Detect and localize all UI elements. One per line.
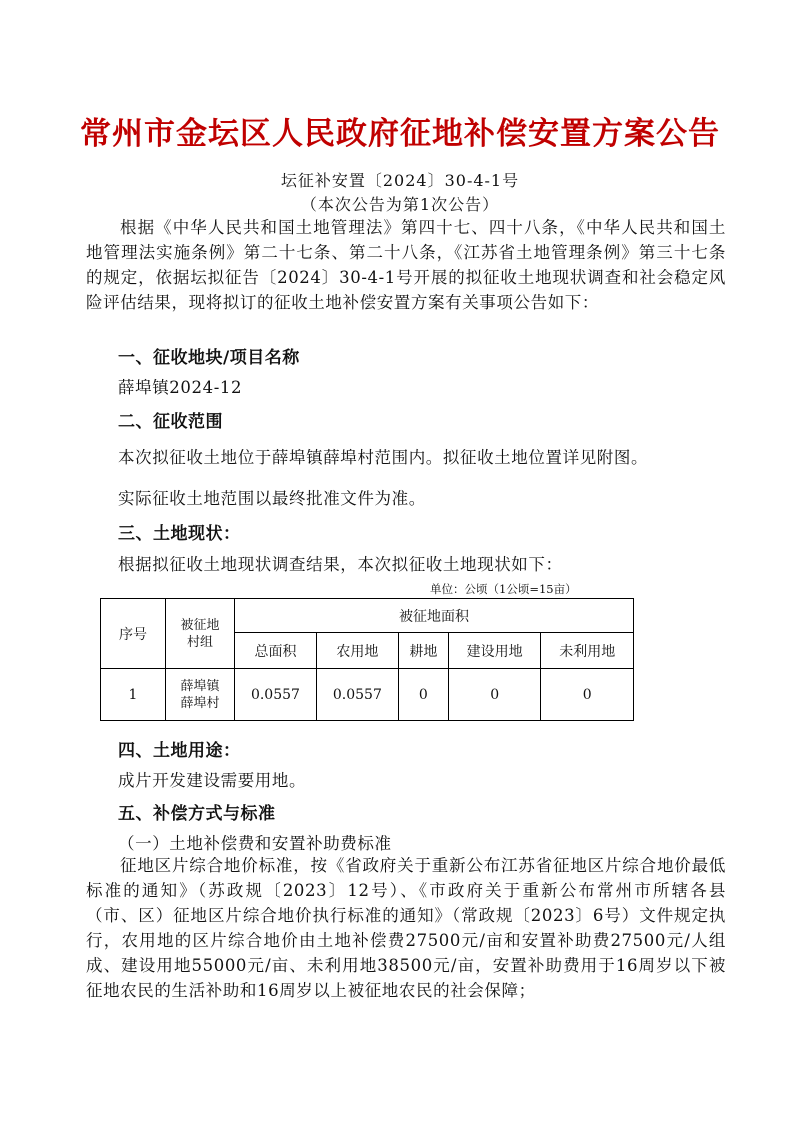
subheader-construction: 建设用地 <box>448 633 541 669</box>
header-area-group: 被征地面积 <box>235 599 634 633</box>
cell-total: 0.0557 <box>235 669 317 721</box>
notice-count: （本次公告为第1次公告） <box>300 195 500 214</box>
subheader-total: 总面积 <box>235 633 317 669</box>
section5-subheading: （一）土地补偿费和安置补助费标准 <box>118 834 392 853</box>
cell-unused: 0 <box>541 669 634 721</box>
subheader-farmland: 农用地 <box>316 633 398 669</box>
header-seq: 序号 <box>101 599 166 669</box>
cell-seq: 1 <box>101 669 166 721</box>
cell-village: 薛埠镇薛埠村 <box>166 669 235 721</box>
cell-farmland: 0.0557 <box>316 669 398 721</box>
intro-paragraph: 根据《中华人民共和国土地管理法》第四十七、四十八条，《中华人民共和国土地管理法实施条例》第二十七条、第二十八条，《江苏省土地管理条例》第三十七条的规定，依据坛拟征告〔2024〕30-4-1号开展的拟征收土地现状调查和社会稳定风险评估结果，现将拟订的征收土地补偿安置方案有关事项公告如下： <box>86 218 726 312</box>
cell-construction: 0 <box>448 669 541 721</box>
section2-heading: 二、征收范围 <box>118 412 223 432</box>
section4-heading: 四、土地用途： <box>118 741 241 761</box>
page-title: 常州市金坛区人民政府征地补偿安置方案公告 <box>80 116 720 152</box>
section2-text2: 实际征收土地范围以最终批准文件为准。 <box>118 489 426 508</box>
section1-heading: 一、征收地块/项目名称 <box>118 348 300 368</box>
section4-text: 成片开发建设需要用地。 <box>118 771 307 790</box>
land-status-table <box>100 598 634 721</box>
header-village: 被征地村组 <box>166 599 235 669</box>
table-row <box>101 669 634 721</box>
section1-text: 薛埠镇2024-12 <box>118 378 243 397</box>
section5-heading: 五、补偿方式与标准 <box>118 804 276 824</box>
cell-cultivated: 0 <box>398 669 448 721</box>
section2-text1: 本次拟征收土地位于薛埠镇薛埠村范围内。拟征收土地位置详见附图。 <box>118 448 649 467</box>
subheader-cultivated: 耕地 <box>398 633 448 669</box>
document-number: 坛征补安置〔2024〕30-4-1号 <box>280 171 520 190</box>
unit-note: 单位：公顷（1公顷=15亩） <box>430 582 577 596</box>
subheader-unused: 未利用地 <box>541 633 634 669</box>
section3-text: 根据拟征收土地现状调查结果，本次拟征收土地现状如下： <box>118 555 563 574</box>
section5-paragraph: 征地区片综合地价标准，按《省政府关于重新公布江苏省征地区片综合地价最低标准的通知》（苏政规〔2023〕12号）、《市政府关于重新公布常州市所辖各县（市、区）征地区片综合地价执行标准的通知》（常政规〔2023〕6号）文件规定执行，农用地的区片综合地价由土地补偿费27500元/亩和安置补助费27500元/人组成、建设用地55000元/亩、未利用地38500元/亩，安置补助费用于16周岁以下被征地农民的生活补助和16周岁以上被征地农民的社会保障； <box>86 856 726 1000</box>
section3-heading: 三、土地现状： <box>118 524 241 544</box>
